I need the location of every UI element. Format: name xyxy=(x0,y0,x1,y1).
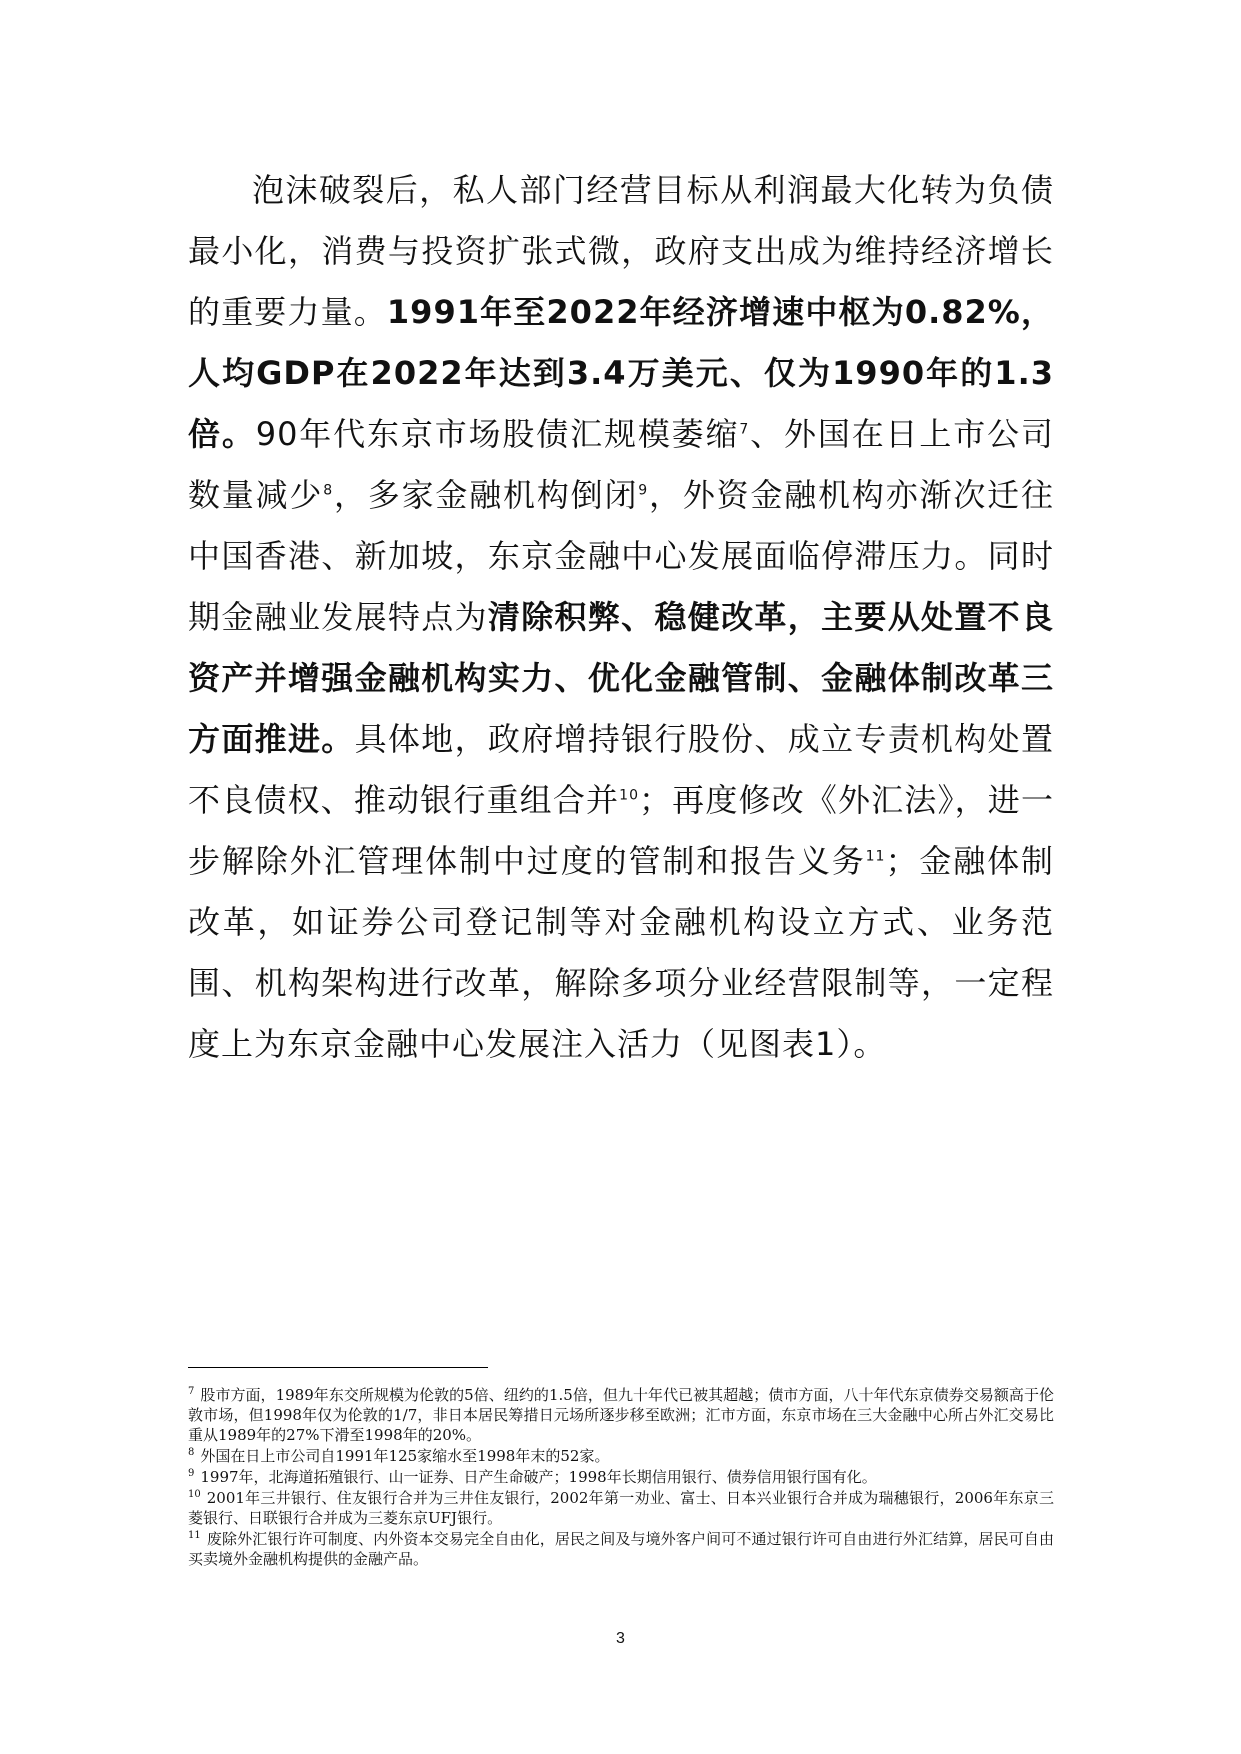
para-text-1: 泡沫破裂后，私人部门经营目标从利润最大化转为负债最小化，消费与投资扩张式微，政府支出成为维持经济增长的重要力量。 xyxy=(188,171,1054,331)
para-text-4: ，多家金融机构倒闭 xyxy=(333,476,639,514)
footnote-ref-9[interactable]: 9 xyxy=(638,482,649,499)
para-text-7: ；再度修改《外汇法》，进一步解除外汇管理体制中过度的管制和报告义务 xyxy=(188,781,1054,880)
footnote-ref-10[interactable]: 10 xyxy=(619,787,639,804)
footnote-ref-11[interactable]: 11 xyxy=(865,848,886,865)
footnote-text: 废除外汇银行许可制度、内外资本交易完全自由化，居民之间及与境外客户间可不通过银行许可自由进行外汇结算，居民可自由买卖境外金融机构提供的金融产品。 xyxy=(188,1530,1054,1568)
footnote-number: 7 xyxy=(188,1386,195,1397)
footnote-7 xyxy=(188,1385,1054,1445)
footnote-9 xyxy=(188,1467,1054,1487)
footnote-number: 11 xyxy=(188,1530,201,1541)
para-text-6: 具体地，政府增持银行股份、成立专责机构处置不良债权、推动银行重组合并 xyxy=(188,720,1054,819)
footnote-11 xyxy=(188,1529,1054,1569)
footnote-number: 8 xyxy=(188,1447,195,1458)
footnote-number: 9 xyxy=(188,1468,195,1479)
footnote-text: 1997年，北海道拓殖银行、山一证券、日产生命破产；1998年长期信用银行、债券信用银行国有化。 xyxy=(200,1468,877,1486)
footnote-ref-7[interactable]: 7 xyxy=(739,421,750,438)
footnote-text: 外国在日上市公司自1991年125家缩水至1998年末的52家。 xyxy=(200,1447,610,1465)
footnote-text: 股市方面，1989年东交所规模为伦敦的5倍、纽约的1.5倍，但九十年代已被其超越；债市方面，八十年代东京债券交易额高于伦敦市场，但1998年仅为伦敦的1/7，非日本居民筹措日元场所逐步移至欧洲；汇市方面，东京市场在三大金融中心所占外汇交易比重从1989年的27%下滑至1998年的20%。 xyxy=(188,1386,1054,1444)
footnote-number: 10 xyxy=(188,1489,201,1500)
footnote-divider xyxy=(188,1367,488,1368)
footnotes xyxy=(188,1385,1054,1570)
para-text-5: ，外资金融机构亦渐次迁往中国香港、新加坡，东京金融中心发展面临停滞压力。同时期金融业发展特点为 xyxy=(188,476,1054,636)
page-number: 3 xyxy=(616,1630,625,1647)
footnote-10 xyxy=(188,1488,1054,1528)
body-paragraph xyxy=(188,160,1054,1075)
footnote-text: 2001年三井银行、住友银行合并为三井住友银行，2002年第一劝业、富士、日本兴业银行合并成为瑞穗银行，2006年东京三菱银行、日联银行合并成为三菱东京UFJ银行。 xyxy=(188,1489,1054,1527)
footnote-ref-8[interactable]: 8 xyxy=(323,482,334,499)
bold-reform-summary: 清除积弊、稳健改革，主要从处置不良资产并增强金融机构实力、优化金融管制、金融体制改革三方面推进。 xyxy=(188,598,1054,758)
para-text-8: ；金融体制改革，如证券公司登记制等对金融机构设立方式、业务范围、机构架构进行改革，解除多项分业经营限制等，一定程度上为东京金融中心发展注入活力（见图表1）。 xyxy=(188,842,1054,1063)
para-text-2: 90年代东京市场股债汇规模萎缩 xyxy=(255,415,740,453)
bold-growth-stat: 1991年至2022年经济增速中枢为0.82%，人均GDP在2022年达到3.4万美元、仅为1990年的1.3倍。 xyxy=(188,293,1054,453)
para-text-3: 、外国在日上市公司数量减少 xyxy=(188,415,1054,514)
footnote-8 xyxy=(188,1446,1054,1466)
